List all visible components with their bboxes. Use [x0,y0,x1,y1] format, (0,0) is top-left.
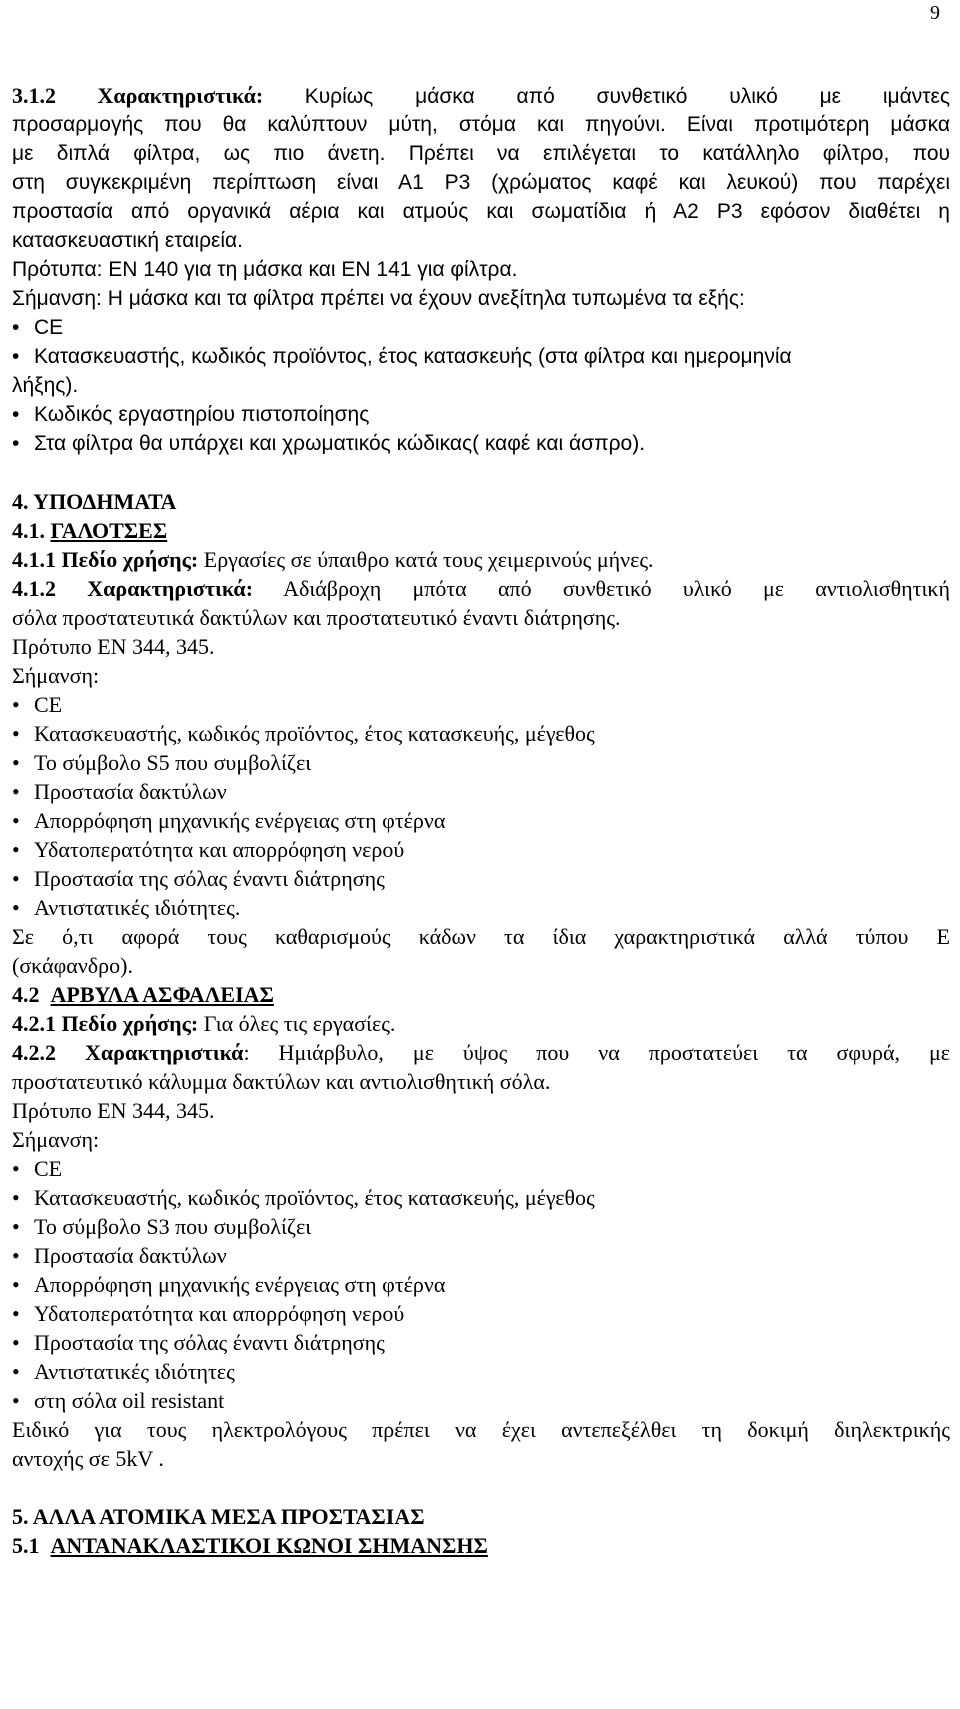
standards-line: Πρότυπα: EN 140 για τη μάσκα και EN 141 για φίλτρα. [12,258,518,281]
list-item: • Υδατοπερατότητα και απορρόφηση νερού [12,1301,405,1326]
list-item: • Το σύμβολο S3 που συμβολίζει [12,1214,312,1239]
list-item: • Κατασκευαστής, κωδικός προϊόντος, έτος κατασκευής, μέγεθος [12,1185,595,1210]
paragraph-line: προσαρμογής που θα καλύπτουν μύτη, στόμα και πηγούνι. Είναι προτιμότερη μάσκα [12,113,950,136]
list-item: • Αντιστατικές ιδιότητες [12,1359,235,1384]
list-item: • στη σόλα oil resistant [12,1388,225,1413]
paragraph-line: προστασία από οργανικά αέρια και ατμούς και σωματίδια ή Α2 Ρ3 εφόσον διαθέτει η [12,200,950,223]
paragraph-line: με διπλά φίλτρα, ως πιο άνετη. Πρέπει να επιλέγεται το κατάλληλο φίλτρο, που [12,142,950,165]
list-item: • Στα φίλτρα θα υπάρχει και χρωματικός κώδικας( καφέ και άσπρο). [12,432,646,455]
subsection-heading: 4.1. ΓΑΛΟΤΣΕΣ [12,518,168,543]
paragraph-line: σόλα προστατευτικά δακτύλων και προστατευτικό έναντι διάτρησης. [12,605,621,630]
paragraph-line: στη συγκεκριμένη περίπτωση είναι Α1 Ρ3 (χρώματος καφέ και λευκού) που παρέχει [12,171,950,194]
subsection-heading: 4.2 ΑΡΒΥΛΑ ΑΣΦΑΛΕΙΑΣ [12,982,274,1007]
characteristics-label: Χαρακτηριστικά: [97,83,264,108]
paragraph-text: Κυρίως μάσκα από συνθετικό υλικό με ιμάντες [304,85,950,108]
list-item-continuation: λήξης). [12,374,79,397]
list-item: • CE [12,1156,63,1181]
list-item: • Προστασία δακτύλων [12,1243,227,1268]
marking-note: Σήμανση: [12,1127,100,1152]
page-number: 9 [930,2,940,24]
list-item: • Απορρόφηση μηχανικής ενέργειας στη φτέρνα [12,1272,446,1297]
characteristics-line: 4.1.2 Χαρακτηριστικά: Αδιάβροχη μπότα από συνθετικό υλικό με αντιολισθητική [12,576,950,601]
list-item: • Υδατοπερατότητα και απορρόφηση νερού [12,837,405,862]
list-item: • Προστασία της σόλας έναντι διάτρησης [12,866,385,891]
marking-note: Σήμανση: Η μάσκα και τα φίλτρα πρέπει να έχουν ανεξίτηλα τυπωμένα τα εξής: [12,287,745,310]
usage-line: 4.1.1 Πεδίο χρήσης: Εργασίες σε ύπαιθρο κατά τους χειμερινούς μήνες. [12,547,654,572]
list-item: • CE [12,692,63,717]
paragraph-line: (σκάφανδρο). [12,953,133,978]
paragraph-line: αντοχής σε 5kV . [12,1446,164,1471]
section-heading: 5. ΑΛΛΑ ΑΤΟΜΙΚΑ ΜΕΣΑ ΠΡΟΣΤΑΣΙΑΣ [12,1504,425,1529]
list-item: • CE [12,316,64,339]
section-heading: 4. ΥΠΟΔΗΜΑΤΑ [12,489,177,514]
standard-line: Πρότυπο ΕΝ 344, 345. [12,1098,215,1123]
section-number: 3.1.2 [12,83,56,108]
list-item: • Αντιστατικές ιδιότητες. [12,895,241,920]
list-item: • Προστασία δακτύλων [12,779,227,804]
list-item: • Προστασία της σόλας έναντι διάτρησης [12,1330,385,1355]
paragraph-line: προστατευτικό κάλυμμα δακτύλων και αντιολισθητική σόλα. [12,1069,551,1094]
list-item: • Απορρόφηση μηχανικής ενέργειας στη φτέρνα [12,808,446,833]
paragraph-line: Ειδικό για τους ηλεκτρολόγους πρέπει να έχει αντεπεξέλθει τη δοκιμή διηλεκτρικής [12,1417,950,1442]
list-item: • Κατασκευαστής, κωδικός προϊόντος, έτος κατασκευής, μέγεθος [12,721,595,746]
section-3-1-2-line-1 [12,81,950,110]
list-item: • Κατασκευαστής, κωδικός προϊόντος, έτος κατασκευής (στα φίλτρα και ημερομηνία [12,345,792,368]
characteristics-line: 4.2.2 Χαρακτηριστικά: Ημιάρβυλο, με ύψος που να προστατεύει τα σφυρά, με [12,1040,950,1065]
list-item: • Το σύμβολο S5 που συμβολίζει [12,750,312,775]
paragraph-line: Σε ό,τι αφορά τους καθαρισμούς κάδων τα ίδια χαρακτηριστικά αλλά τύπου Ε [12,924,950,949]
list-item: • Κωδικός εργαστηρίου πιστοποίησης [12,403,370,426]
paragraph-line: κατασκευαστική εταιρεία. [12,229,244,252]
usage-line: 4.2.1 Πεδίο χρήσης: Για όλες τις εργασίες. [12,1011,396,1036]
subsection-heading: 5.1 ΑΝΤΑΝΑΚΛΑΣΤΙΚΟΙ ΚΩΝΟΙ ΣΗΜΑΝΣΗΣ [12,1533,488,1558]
document-body [12,81,950,1560]
standard-line: Πρότυπο ΕΝ 344, 345. [12,634,215,659]
marking-note: Σήμανση: [12,663,100,688]
